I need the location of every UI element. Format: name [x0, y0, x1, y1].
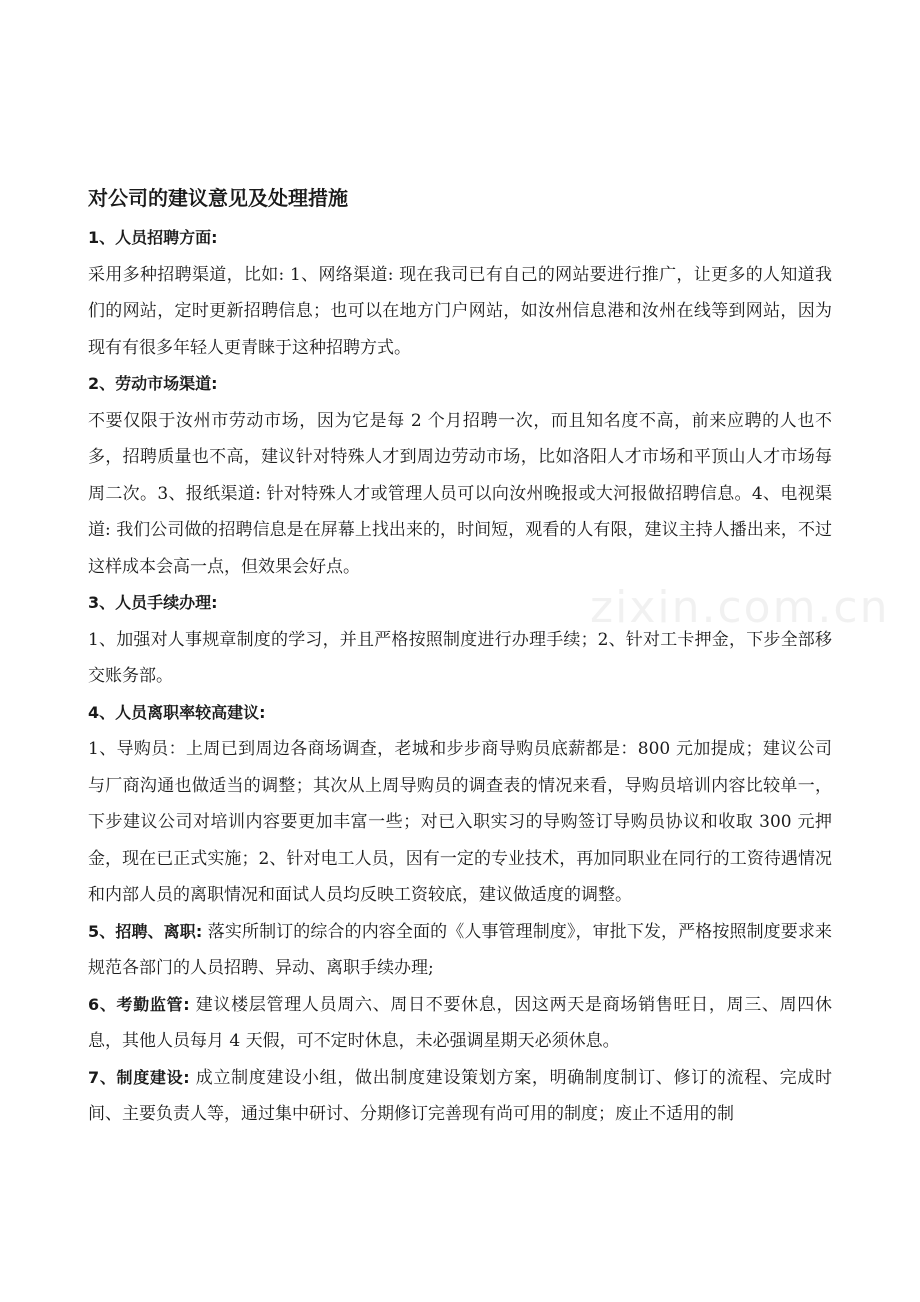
- section-body-labor-market: 不要仅限于汝州市劳动市场，因为它是每 2 个月招聘一次，而且知名度不高，前来应聘的人也不多，招聘质量也不高，建议针对特殊人才到周边劳动市场，比如洛阳人才市场和平顶山人才市场每周二次。3、报纸渠道: 针对特殊人才或管理人员可以向汝州晚报或大河报做招聘信息。4、电视渠道: 我们公司做的招聘信息是在屏幕上找出来的，时间短，观看的人有限，建议主持人播出来，不过这样成本会高一点，但效果会好点。: [88, 410, 832, 577]
- document-title: 对公司的建议意见及处理措施: [88, 186, 348, 210]
- section-heading-system-building: 7、制度建设:: [88, 1067, 190, 1087]
- section-body-turnover: 1、导购员：上周已到周边各商场调查，老城和步步商导购员底薪都是：800 元加提成；建议公司与厂商沟通也做适当的调整；其次从上周导购员的调查表的情况来看，导购员培训内容比较单一，下步建议公司对培训内容要更加丰富一些；对已入职实习的导购签订导购员协议和收取 300 元押金，现在已正式实施；2、针对电工人员，因有一定的专业技术，再加同职业在同行的工资待遇情况和内部人员的离职情况和面试人员均反映工资较底，建议做适度的调整。: [88, 739, 832, 905]
- section-attendance: [88, 987, 832, 1060]
- section-heading-labor-market: 2、劳动市场渠道:: [88, 374, 218, 393]
- section-body-system-building: 成立制度建设小组，做出制度建设策划方案，明确制度制订、修订的流程、完成时间、主要负责人等，通过集中研讨、分期修订完善现有尚可用的制度；废止不适用的制: [88, 1067, 832, 1124]
- watermark: zixin.com.cn: [590, 582, 890, 633]
- section-heading-recruit-leave: 5、招聘、离职:: [88, 921, 203, 941]
- section-body-recruit-leave: 落实所制订的综合的内容全面的《人事管理制度》，审批下发，严格按照制度要求来规范各部门的人员招聘、异动、离职手续办理;: [88, 921, 832, 978]
- section-heading-attendance: 6、考勤监管:: [88, 994, 190, 1014]
- section-body-procedures: 1、加强对人事规章制度的学习，并且严格按照制度进行办理手续；2、针对工卡押金，下步全部移交账务部。: [88, 629, 832, 686]
- section-body-recruitment: 采用多种招聘渠道，比如: 1、网络渠道: 现在我司已有自己的网站要进行推广，让更多的人知道我们的网站，定时更新招聘信息；也可以在地方门户网站，如汝州信息港和汝州在线等到网站，因为现有有很多年轻人更青睐于这种招聘方式。: [88, 264, 832, 358]
- section-system-building: [88, 1060, 832, 1133]
- section-body-attendance: 建议楼层管理人员周六、周日不要休息，因这两天是商场销售旺日，周三、周四休息，其他人员每月 4 天假，可不定时休息，未必强调星期天必须休息。: [88, 994, 832, 1051]
- section-recruit-leave: [88, 914, 832, 987]
- section-heading-procedures: 3、人员手续办理:: [88, 593, 218, 612]
- document-body: [88, 180, 832, 1133]
- section-heading-recruitment: 1、人员招聘方面:: [88, 228, 218, 247]
- section-heading-turnover: 4、人员离职率较高建议:: [88, 702, 266, 722]
